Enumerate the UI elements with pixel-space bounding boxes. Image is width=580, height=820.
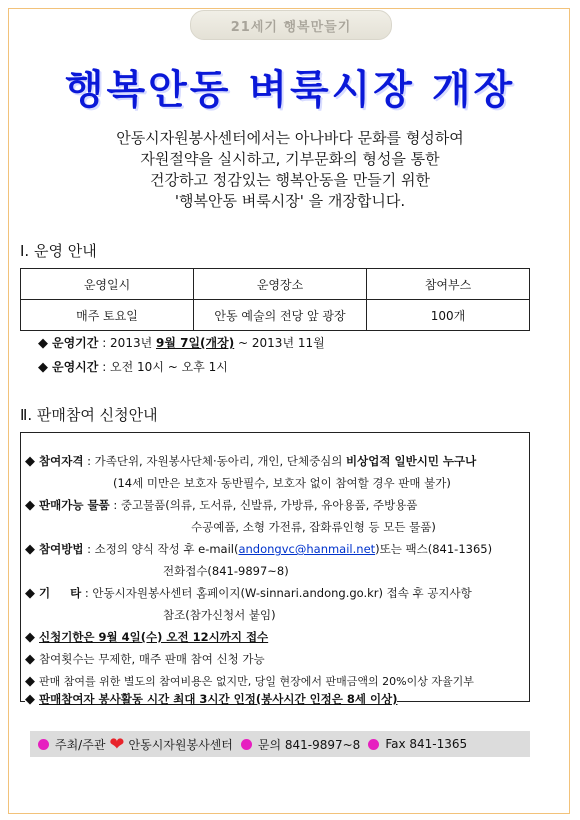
table-header-cell: 운영장소 bbox=[194, 269, 367, 300]
volunteer-text: 판매참여자 봉사활동 시간 최대 3시간 인정(봉사시간 인정은 8세 이상) bbox=[39, 692, 398, 706]
heart-logo-icon: ❤ bbox=[109, 733, 125, 755]
period-text: : 2013년 bbox=[98, 336, 156, 350]
diamond-bullet-icon: ◆ bbox=[38, 336, 48, 351]
magenta-dot-icon bbox=[241, 739, 252, 750]
page-title: 행복안동 벼룩시장 개장 bbox=[64, 67, 516, 113]
qualification-text: : 가족단위, 자원봉사단체·동아리, 개인, 단체중심의 bbox=[83, 454, 347, 468]
table-header-cell: 운영일시 bbox=[21, 269, 194, 300]
section1-heading: Ⅰ. 운영 안내 bbox=[20, 242, 97, 260]
diamond-bullet-icon: ◆ bbox=[25, 692, 35, 707]
items-label: 판매가능 물품 bbox=[39, 498, 110, 512]
intro-line: '행복안동 벼룩시장' 을 개장합니다. bbox=[174, 192, 406, 210]
operation-hours bbox=[38, 358, 228, 375]
diamond-bullet-icon: ◆ bbox=[25, 454, 35, 469]
intro-line: 자원절약을 실시하고, 기부문화의 형성을 통한 bbox=[140, 150, 440, 168]
email-link[interactable]: andongvc@hanmail.net bbox=[238, 542, 376, 556]
etc-note: 참조(참가신청서 붙임) bbox=[163, 608, 276, 622]
diamond-bullet-icon: ◆ bbox=[25, 586, 35, 601]
footer-org: 안동시자원봉사센터 bbox=[128, 737, 233, 752]
items-text: : 중고물품(의류, 도서류, 신발류, 가방류, 유아용품, 주방용품 bbox=[109, 498, 418, 512]
etc-label: 기 타 bbox=[39, 586, 82, 600]
method-label: 참여방법 bbox=[39, 542, 84, 556]
diamond-bullet-icon: ◆ bbox=[25, 674, 35, 689]
intro-line: 건강하고 정감있는 행복안동을 만들기 위한 bbox=[150, 171, 430, 189]
diamond-bullet-icon: ◆ bbox=[25, 542, 35, 557]
qualification-emphasis: 비상업적 일반시민 누구나 bbox=[346, 454, 477, 468]
etc-line bbox=[25, 585, 472, 601]
period-text-end: ~ 2013년 11월 bbox=[234, 336, 325, 350]
qualification-line bbox=[25, 453, 476, 469]
period-date: 9월 7일(개장) bbox=[156, 336, 235, 350]
application-info-box bbox=[20, 432, 530, 707]
donation-line bbox=[25, 673, 474, 689]
header-banner: 21세기 행복만들기 bbox=[190, 10, 392, 40]
hours-value: : 오전 10시 ~ 오후 1시 bbox=[98, 360, 228, 374]
intro-line: 안동시자원봉사센터에서는 아나바다 문화를 형성하여 bbox=[116, 129, 464, 147]
method-note: 전화접수(841-9897~8) bbox=[163, 564, 289, 578]
table-cell: 100개 bbox=[367, 300, 530, 331]
method-text: : 소정의 양식 작성 후 e-mail( bbox=[83, 542, 239, 556]
table-header-cell: 참여부스 bbox=[367, 269, 530, 300]
footer-phone: 문의 841-9897~8 bbox=[257, 737, 361, 752]
items-line bbox=[25, 497, 417, 513]
qualification-note: (14세 미만은 보호자 동반필수, 보호자 없이 참여할 경우 판매 불가) bbox=[113, 476, 451, 490]
etc-text: : 안동시자원봉사센터 홈페이지(W-sinnari.andong.go.kr) 접속 후 공지사항 bbox=[81, 586, 472, 600]
method-text-fax: )또는 팩스(841-1365) bbox=[375, 542, 493, 556]
donation-text: 판매 참여를 위한 별도의 참여비용은 없지만, 당일 현장에서 판매금액의 20%이상 자율기부 bbox=[39, 675, 474, 688]
period-label: 운영기간 bbox=[52, 336, 99, 350]
deadline-line bbox=[25, 629, 268, 645]
items-note: 수공예품, 소형 가전류, 잡화류인형 등 모든 물품) bbox=[191, 520, 436, 534]
magenta-dot-icon bbox=[368, 739, 379, 750]
diamond-bullet-icon: ◆ bbox=[38, 360, 48, 375]
operation-table bbox=[20, 268, 530, 331]
table-cell: 매주 토요일 bbox=[21, 300, 194, 331]
diamond-bullet-icon: ◆ bbox=[25, 652, 35, 667]
footer-bar bbox=[30, 731, 530, 757]
table-header-row bbox=[21, 269, 530, 300]
section2-heading: Ⅱ. 판매참여 신청안내 bbox=[20, 406, 158, 424]
volunteer-line bbox=[25, 691, 397, 707]
count-text: 참여횟수는 무제한, 매주 판매 참여 신청 가능 bbox=[39, 652, 265, 666]
deadline-text: 신청기한은 9월 4일(수) 오전 12시까지 접수 bbox=[39, 630, 269, 644]
qualification-label: 참여자격 bbox=[39, 454, 84, 468]
magenta-dot-icon bbox=[38, 739, 49, 750]
footer-fax: Fax 841-1365 bbox=[385, 737, 468, 751]
method-line bbox=[25, 541, 492, 557]
intro-paragraph bbox=[40, 128, 540, 212]
count-line bbox=[25, 651, 265, 667]
operation-period bbox=[38, 334, 325, 351]
diamond-bullet-icon: ◆ bbox=[25, 630, 35, 645]
diamond-bullet-icon: ◆ bbox=[25, 498, 35, 513]
table-row bbox=[21, 300, 530, 331]
table-cell: 안동 예술의 전당 앞 광장 bbox=[194, 300, 367, 331]
hours-label: 운영시간 bbox=[52, 360, 99, 374]
footer-host: 주최/주관 bbox=[55, 737, 106, 752]
